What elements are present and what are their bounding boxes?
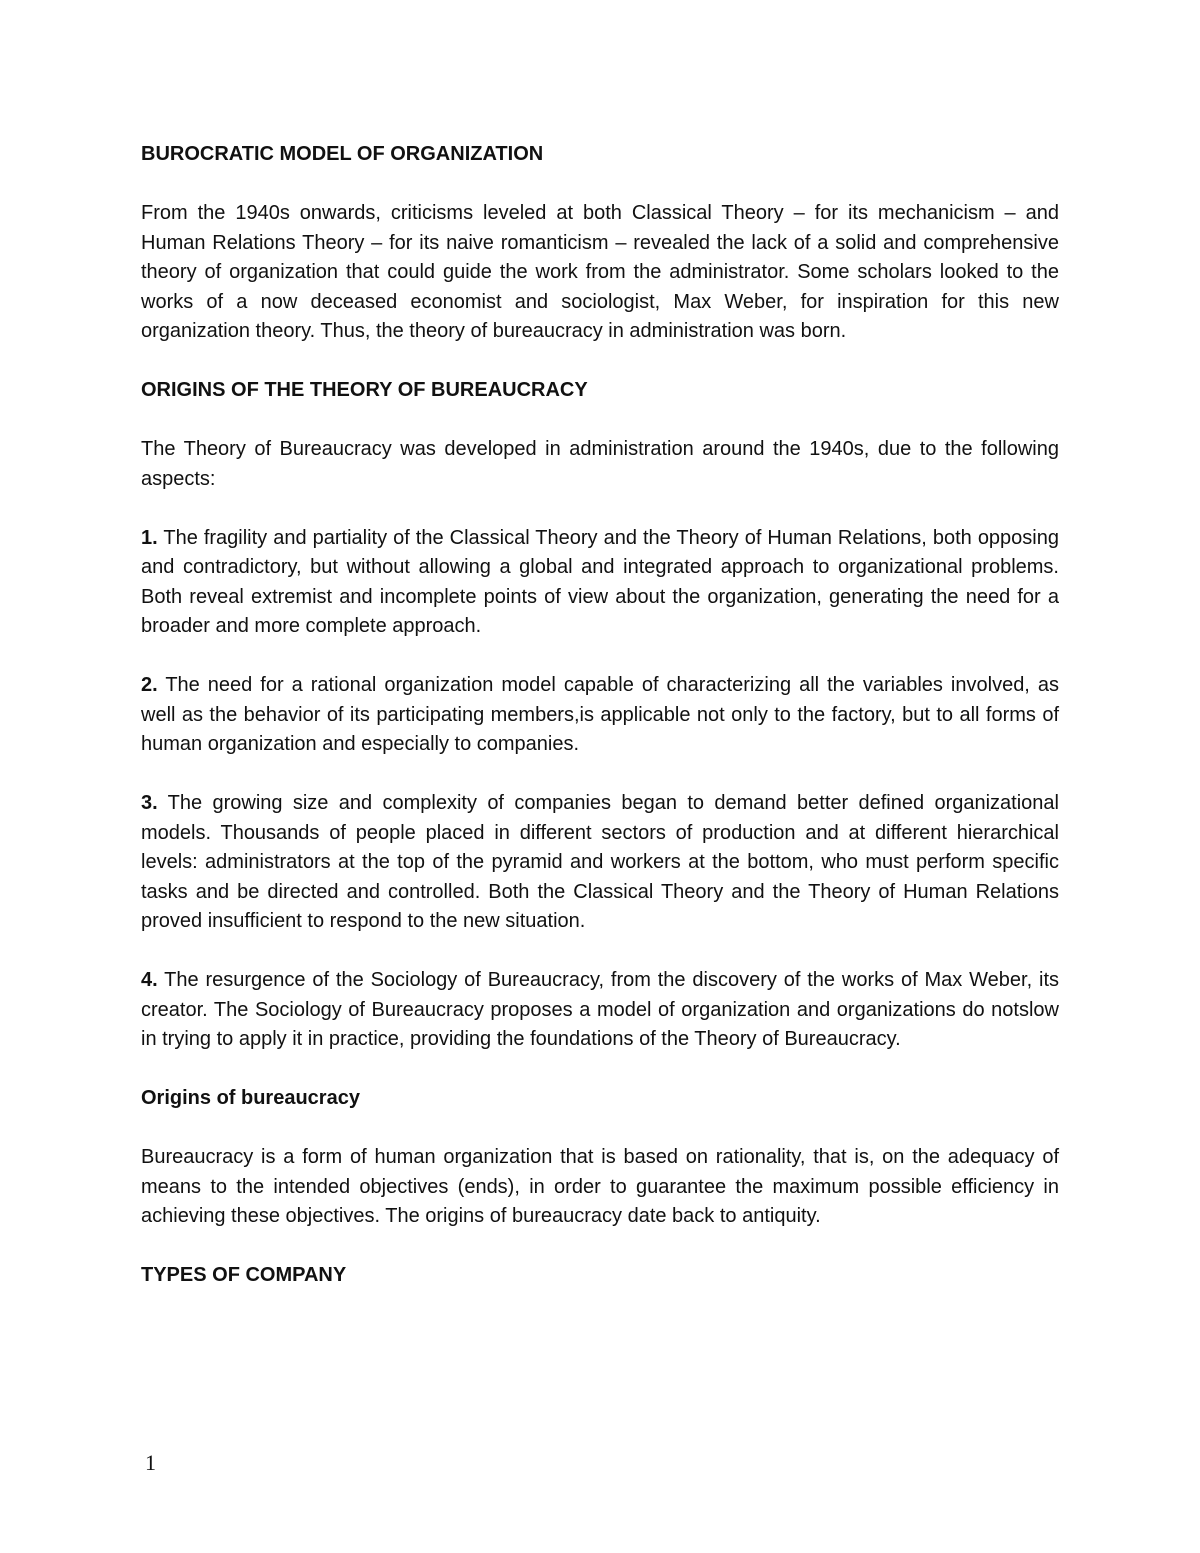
numbered-point bbox=[141, 789, 1059, 937]
point-text: The fragility and partiality of the Classical Theory and the Theory of Human Relations, both opposing and contradictory, but without allowing a global and integrated approach to organizational problems. Both reveal extremist and incomplete points of view about the organization, generating the need for a broader and more complete approach. bbox=[141, 526, 1059, 637]
point-number: 2. bbox=[141, 674, 158, 696]
numbered-point bbox=[141, 966, 1059, 1055]
point-text: The growing size and complexity of companies began to demand better defined organizational models. Thousands of people placed in different sectors of production and at different hierarchical levels: administrators at the top of the pyramid and workers at the bottom, who must perform specific tasks and be directed and controlled. Both the Classical Theory and the Theory of Human Relations proved insufficient to respond to the new situation. bbox=[141, 792, 1059, 932]
bureaucracy-paragraph: Bureaucracy is a form of human organization that is based on rationality, that is, on the adequacy of means to the intended objectives (ends), in order to guarantee the maximum possible efficiency in achieving these objectives. The origins of bureaucracy date back to antiquity. bbox=[141, 1146, 1059, 1227]
section-heading-origins-bureaucracy: Origins of bureaucracy bbox=[141, 1087, 360, 1109]
numbered-point bbox=[141, 671, 1059, 760]
section-heading-origins-theory: ORIGINS OF THE THEORY OF BUREAUCRACY bbox=[141, 379, 588, 401]
point-text: The resurgence of the Sociology of Bureaucracy, from the discovery of the works of Max Weber, its creator. The Sociology of Bureaucracy proposes a model of organization and organizations do notslow in trying to apply it in practice, providing the foundations of the Theory of Bureaucracy. bbox=[141, 969, 1059, 1050]
point-number: 3. bbox=[141, 792, 158, 814]
intro-paragraph: From the 1940s onwards, criticisms leveled at both Classical Theory – for its mechanicism – and Human Relations Theory – for its naive romanticism – revealed the lack of a solid and comprehensive theory of organization that could guide the work from the administrator. Some scholars looked to the works of a now deceased economist and sociologist, Max Weber, for inspiration for this new organization theory. Thus, the theory of bureaucracy in administration was born. bbox=[141, 202, 1059, 342]
numbered-point bbox=[141, 524, 1059, 642]
point-number: 4. bbox=[141, 969, 158, 991]
section-intro-paragraph: The Theory of Bureaucracy was developed in administration around the 1940s, due to the following aspects: bbox=[141, 438, 1059, 490]
section-heading-types-of-company: TYPES OF COMPANY bbox=[141, 1264, 347, 1286]
point-number: 1. bbox=[141, 526, 158, 549]
document-body bbox=[141, 140, 1059, 1291]
document-title: BUROCRATIC MODEL OF ORGANIZATION bbox=[141, 143, 544, 165]
point-text: The need for a rational organization model capable of characterizing all the variables involved, as well as the behavior of its participating members,is applicable not only to the factory, but to all forms of human organization and especially to companies. bbox=[141, 674, 1059, 755]
page-number: 1 bbox=[145, 1450, 156, 1475]
